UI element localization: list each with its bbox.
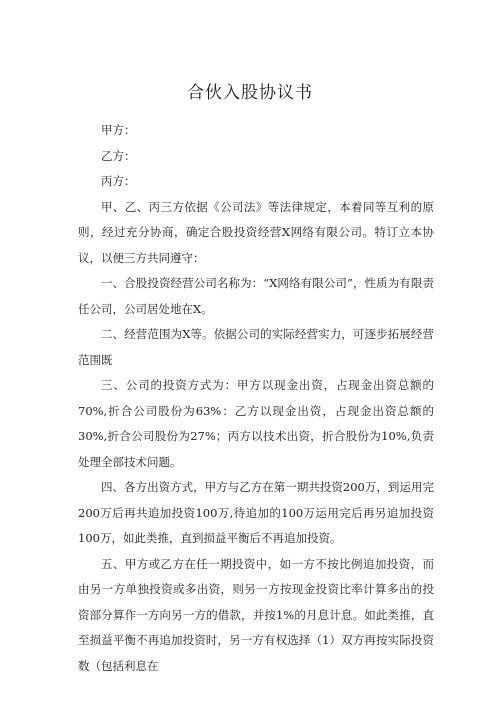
party-b-label: 乙方： — [101, 148, 136, 163]
party-c-label: 丙方： — [101, 174, 136, 188]
party-a-label: 甲方： — [101, 123, 136, 137]
clause-2-paragraph: 二、经营范围为X等。依据公司的实际经营实力，可逐步拓展经营范围既 — [78, 327, 434, 367]
clause-4-paragraph: 四、各方出资方式，甲方与乙方在第一期共投资200万，到运用完200万后再共追加投资100万,待追加的100万运用完后再另追加投资100万，如此类推，直到损益平衡后不再追加投资。 — [78, 480, 434, 545]
clause-3-paragraph: 三、公司的投资方式为：甲方以现金出资，占现金出资总额的70%,折合公司股份为63%：乙方以现金出资，占现金出资总额的30%,折合公司股份为27%；丙方以技术出资，折合股份为10%,负责处理全部技术问题。 — [78, 378, 434, 469]
clause-5-paragraph: 五、甲方或乙方在任一期投资中，如一方不按比例追加投资，而由另一方单独投资或多出资，则另一方按现金投资比率计算多出的投资部分算作一方向另一方的借款，并按1%的月息计息。如此类推，直至损益平衡不再追加投资时，另一方有权选择（1）双方再按实际投资数（包括利息在 — [78, 556, 434, 673]
clause-1-paragraph: 一、合股投资经营公司名称为：“X网络有限公司”，性质为有限责任公司，公司居处地在X。 — [78, 276, 434, 316]
preamble-paragraph: 甲、乙、丙三方依据《公司法》等法律规定，本着同等互利的原则，经过充分协商，确定合股投资经营X网络有限公司。特订立本协议，以便三方共同遵守： — [78, 199, 434, 265]
document-body — [78, 118, 434, 679]
document-title: 合伙入股协议书 — [187, 83, 313, 103]
